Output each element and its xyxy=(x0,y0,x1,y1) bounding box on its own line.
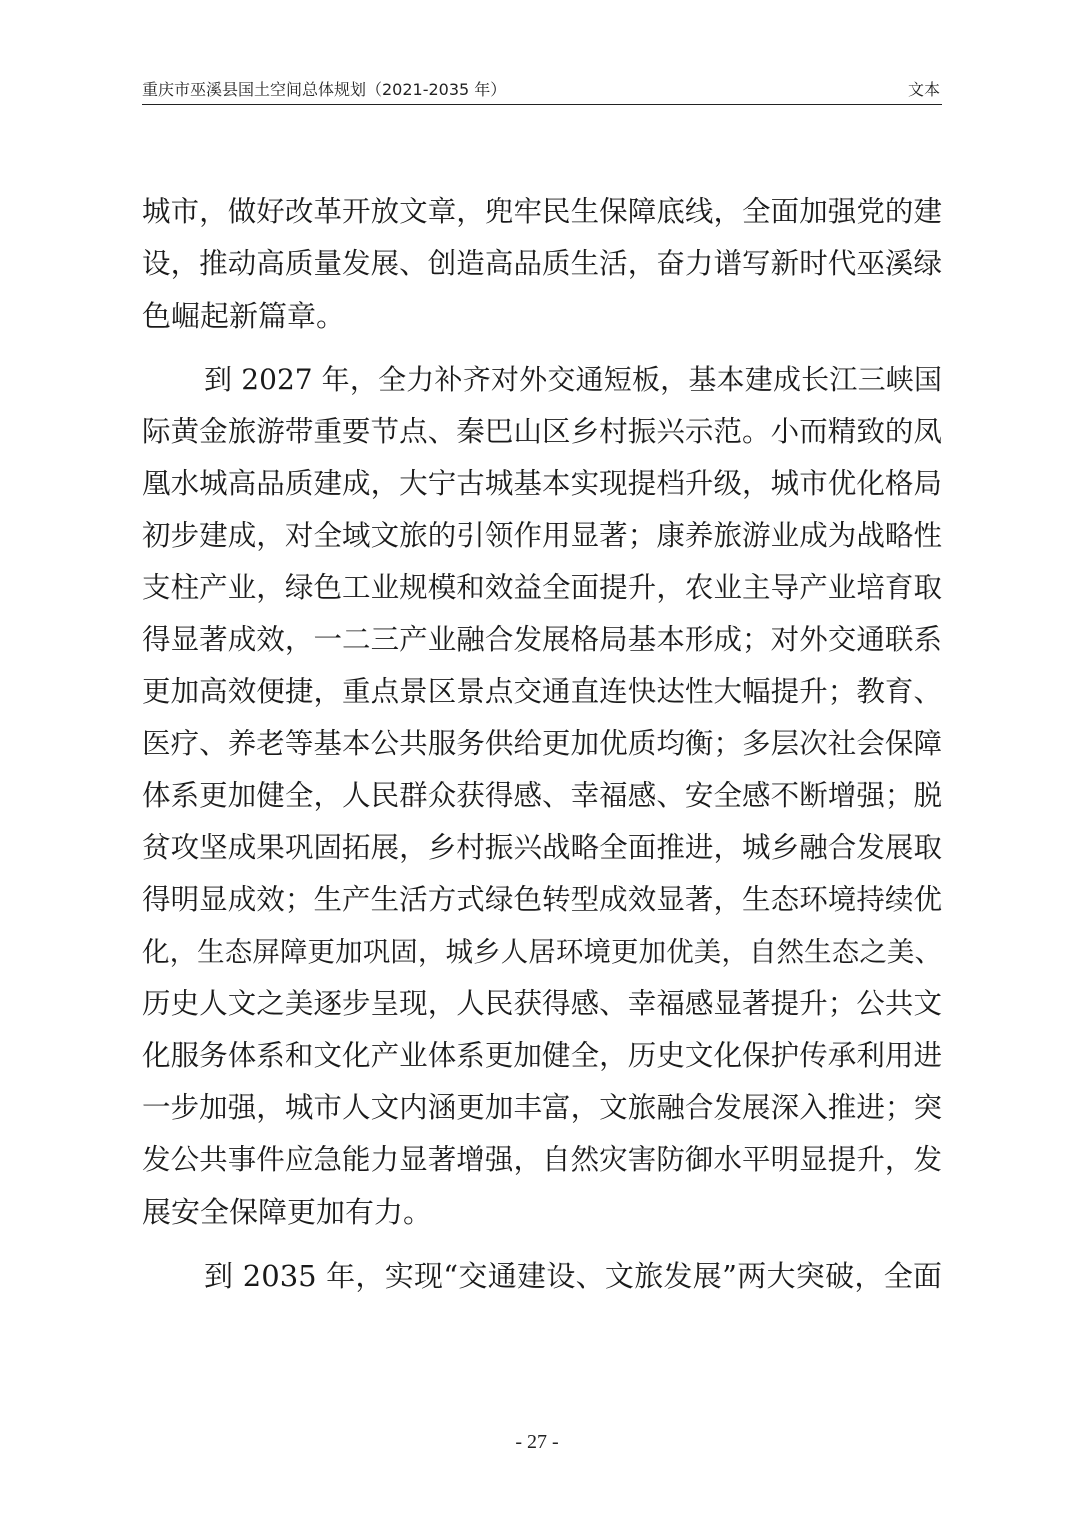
paragraph-1 xyxy=(142,186,942,342)
text-line: 化服务体系和文化产业体系更加健全，历史文化保护传承利用进 xyxy=(142,1039,942,1072)
body-text xyxy=(142,186,942,1302)
section-label: 文本 xyxy=(907,80,940,99)
text-line: 展安全保障更加有力。 xyxy=(142,1195,433,1229)
paragraph-2 xyxy=(142,354,942,1238)
text-line: 到 2035 年，实现“交通建设、文旅发展”两大突破，全面 xyxy=(204,1259,942,1293)
text-line: 发公共事件应急能力显著增强，自然灾害防御水平明显提升，发 xyxy=(142,1143,942,1176)
text-line: 更加高效便捷，重点景区景点交通直连快达性大幅提升；教育、 xyxy=(142,675,942,708)
page-header xyxy=(142,74,942,105)
text-line: 一步加强，城市人文内涵更加丰富，文旅融合发展深入推进；突 xyxy=(142,1091,942,1124)
text-line: 到 2027 年，全力补齐对外交通短板，基本建成长江三峡国 xyxy=(204,363,942,396)
text-line: 历史人文之美逐步呈现，人民获得感、幸福感显著提升；公共文 xyxy=(142,987,942,1020)
text-line: 化，生态屏障更加巩固，城乡人居环境更加优美，自然生态之美、 xyxy=(142,936,942,968)
text-line: 城市，做好改革开放文章，兜牢民生保障底线，全面加强党的建 xyxy=(142,195,942,228)
text-line: 色崛起新篇章。 xyxy=(142,299,346,333)
text-line: 得显著成效，一二三产业融合发展格局基本形成；对外交通联系 xyxy=(142,623,942,656)
text-line: 得明显成效；生产生活方式绿色转型成效显著，生态环境持续优 xyxy=(142,883,942,916)
text-line: 际黄金旅游带重要节点、秦巴山区乡村振兴示范。小而精致的凤 xyxy=(142,415,942,448)
text-line: 贫攻坚成果巩固拓展，乡村振兴战略全面推进，城乡融合发展取 xyxy=(142,831,942,864)
text-line: 医疗、养老等基本公共服务供给更加优质均衡；多层次社会保障 xyxy=(142,727,942,760)
text-line: 凰水城高品质建成，大宁古城基本实现提档升级，城市优化格局 xyxy=(142,467,942,500)
text-line: 设，推动高质量发展、创造高品质生活，奋力谱写新时代巫溪绿 xyxy=(142,247,942,280)
document-title: 重庆市巫溪县国土空间总体规划（2021-2035 年） xyxy=(142,80,507,99)
text-line: 支柱产业，绿色工业规模和效益全面提升，农业主导产业培育取 xyxy=(142,571,942,604)
text-line: 体系更加健全，人民群众获得感、幸福感、安全感不断增强；脱 xyxy=(142,779,942,812)
paragraph-3 xyxy=(142,1250,942,1302)
page-number: - 27 - xyxy=(515,1431,559,1453)
text-line: 初步建成，对全域文旅的引领作用显著；康养旅游业成为战略性 xyxy=(142,519,942,552)
